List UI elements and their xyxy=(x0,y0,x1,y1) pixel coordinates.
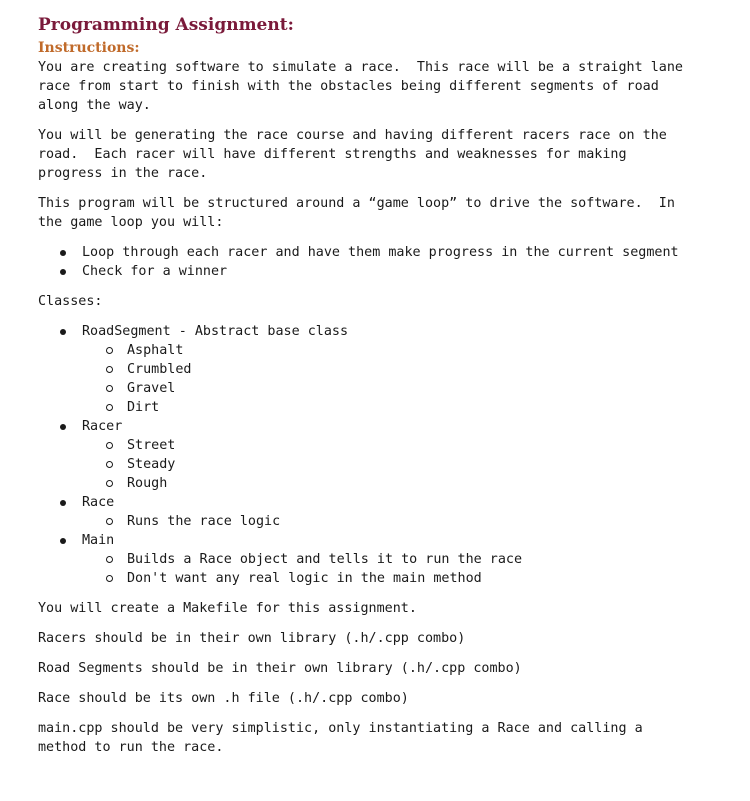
subclass-item xyxy=(38,360,738,379)
list-item xyxy=(38,243,738,262)
bullet-icon xyxy=(60,250,66,256)
circle-bullet-icon xyxy=(106,404,113,411)
subclass-name: Steady xyxy=(127,457,176,472)
bullet-icon xyxy=(60,538,66,544)
bullet-icon xyxy=(60,329,66,335)
class-race xyxy=(38,493,738,512)
list-item xyxy=(38,262,738,281)
subclass-item xyxy=(38,455,738,474)
requirement-main-cpp: main.cpp should be very simplistic, only instantiating a Race and calling a method to run the race. xyxy=(38,721,643,755)
subclass-name: Asphalt xyxy=(127,343,184,358)
circle-bullet-icon xyxy=(106,385,113,392)
requirement-makefile: You will create a Makefile for this assignment. xyxy=(38,601,417,616)
subclass-name: Crumbled xyxy=(127,362,192,377)
circle-bullet-icon xyxy=(106,556,113,563)
intro-paragraph-game-loop: This program will be structured around a “game loop” to drive the software. In the game loop you will: xyxy=(38,196,675,230)
intro-paragraph-course: You will be generating the race course and having different racers race on the road. Each racer will have different strengths and weaknesses for making progress in the race. xyxy=(38,128,667,181)
subclass-item xyxy=(38,379,738,398)
circle-bullet-icon xyxy=(106,366,113,373)
subclass-name: Runs the race logic xyxy=(127,514,281,529)
bullet-icon xyxy=(60,269,66,275)
subclass-name: Builds a Race object and tells it to run the race xyxy=(127,552,523,567)
subclass-name: Gravel xyxy=(127,381,176,396)
game-loop-list xyxy=(38,243,738,281)
bullet-icon xyxy=(60,424,66,430)
class-name: RoadSegment - Abstract base class xyxy=(82,324,349,339)
circle-bullet-icon xyxy=(106,347,113,354)
circle-bullet-icon xyxy=(106,461,113,468)
subclass-item xyxy=(38,398,738,417)
class-name: Racer xyxy=(82,419,123,434)
subclass-item xyxy=(38,512,738,531)
subclass-name: Dirt xyxy=(127,400,160,415)
subclass-name: Rough xyxy=(127,476,168,491)
class-roadsegment xyxy=(38,322,738,341)
subclass-name: Street xyxy=(127,438,176,453)
requirement-racers-library: Racers should be in their own library (.h/.cpp combo) xyxy=(38,631,466,646)
circle-bullet-icon xyxy=(106,518,113,525)
subclass-item xyxy=(38,474,738,493)
class-racer xyxy=(38,417,738,436)
list-item-text: Check for a winner xyxy=(82,264,228,279)
list-item-text: Loop through each racer and have them make progress in the current segment xyxy=(82,245,679,260)
document-title: Programming Assignment: xyxy=(38,15,294,35)
requirement-road-segments-library: Road Segments should be in their own library (.h/.cpp combo) xyxy=(38,661,522,676)
subclass-item xyxy=(38,436,738,455)
subclass-item xyxy=(38,569,738,588)
class-name: Main xyxy=(82,533,115,548)
class-name: Race xyxy=(82,495,115,510)
classes-list xyxy=(38,322,738,588)
bullet-icon xyxy=(60,500,66,506)
subclass-name: Don't want any real logic in the main method xyxy=(127,571,482,586)
classes-label: Classes: xyxy=(38,294,103,309)
subclass-item xyxy=(38,341,738,360)
assignment-document xyxy=(38,14,738,768)
intro-paragraph-race: You are creating software to simulate a race. This race will be a straight lane race from start to finish with the obstacles being different segments of road along the way. xyxy=(38,60,683,113)
circle-bullet-icon xyxy=(106,575,113,582)
class-main xyxy=(38,531,738,550)
circle-bullet-icon xyxy=(106,480,113,487)
requirement-race-file: Race should be its own .h file (.h/.cpp combo) xyxy=(38,691,409,706)
subclass-item xyxy=(38,550,738,569)
circle-bullet-icon xyxy=(106,442,113,449)
instructions-heading: Instructions: xyxy=(38,40,140,56)
